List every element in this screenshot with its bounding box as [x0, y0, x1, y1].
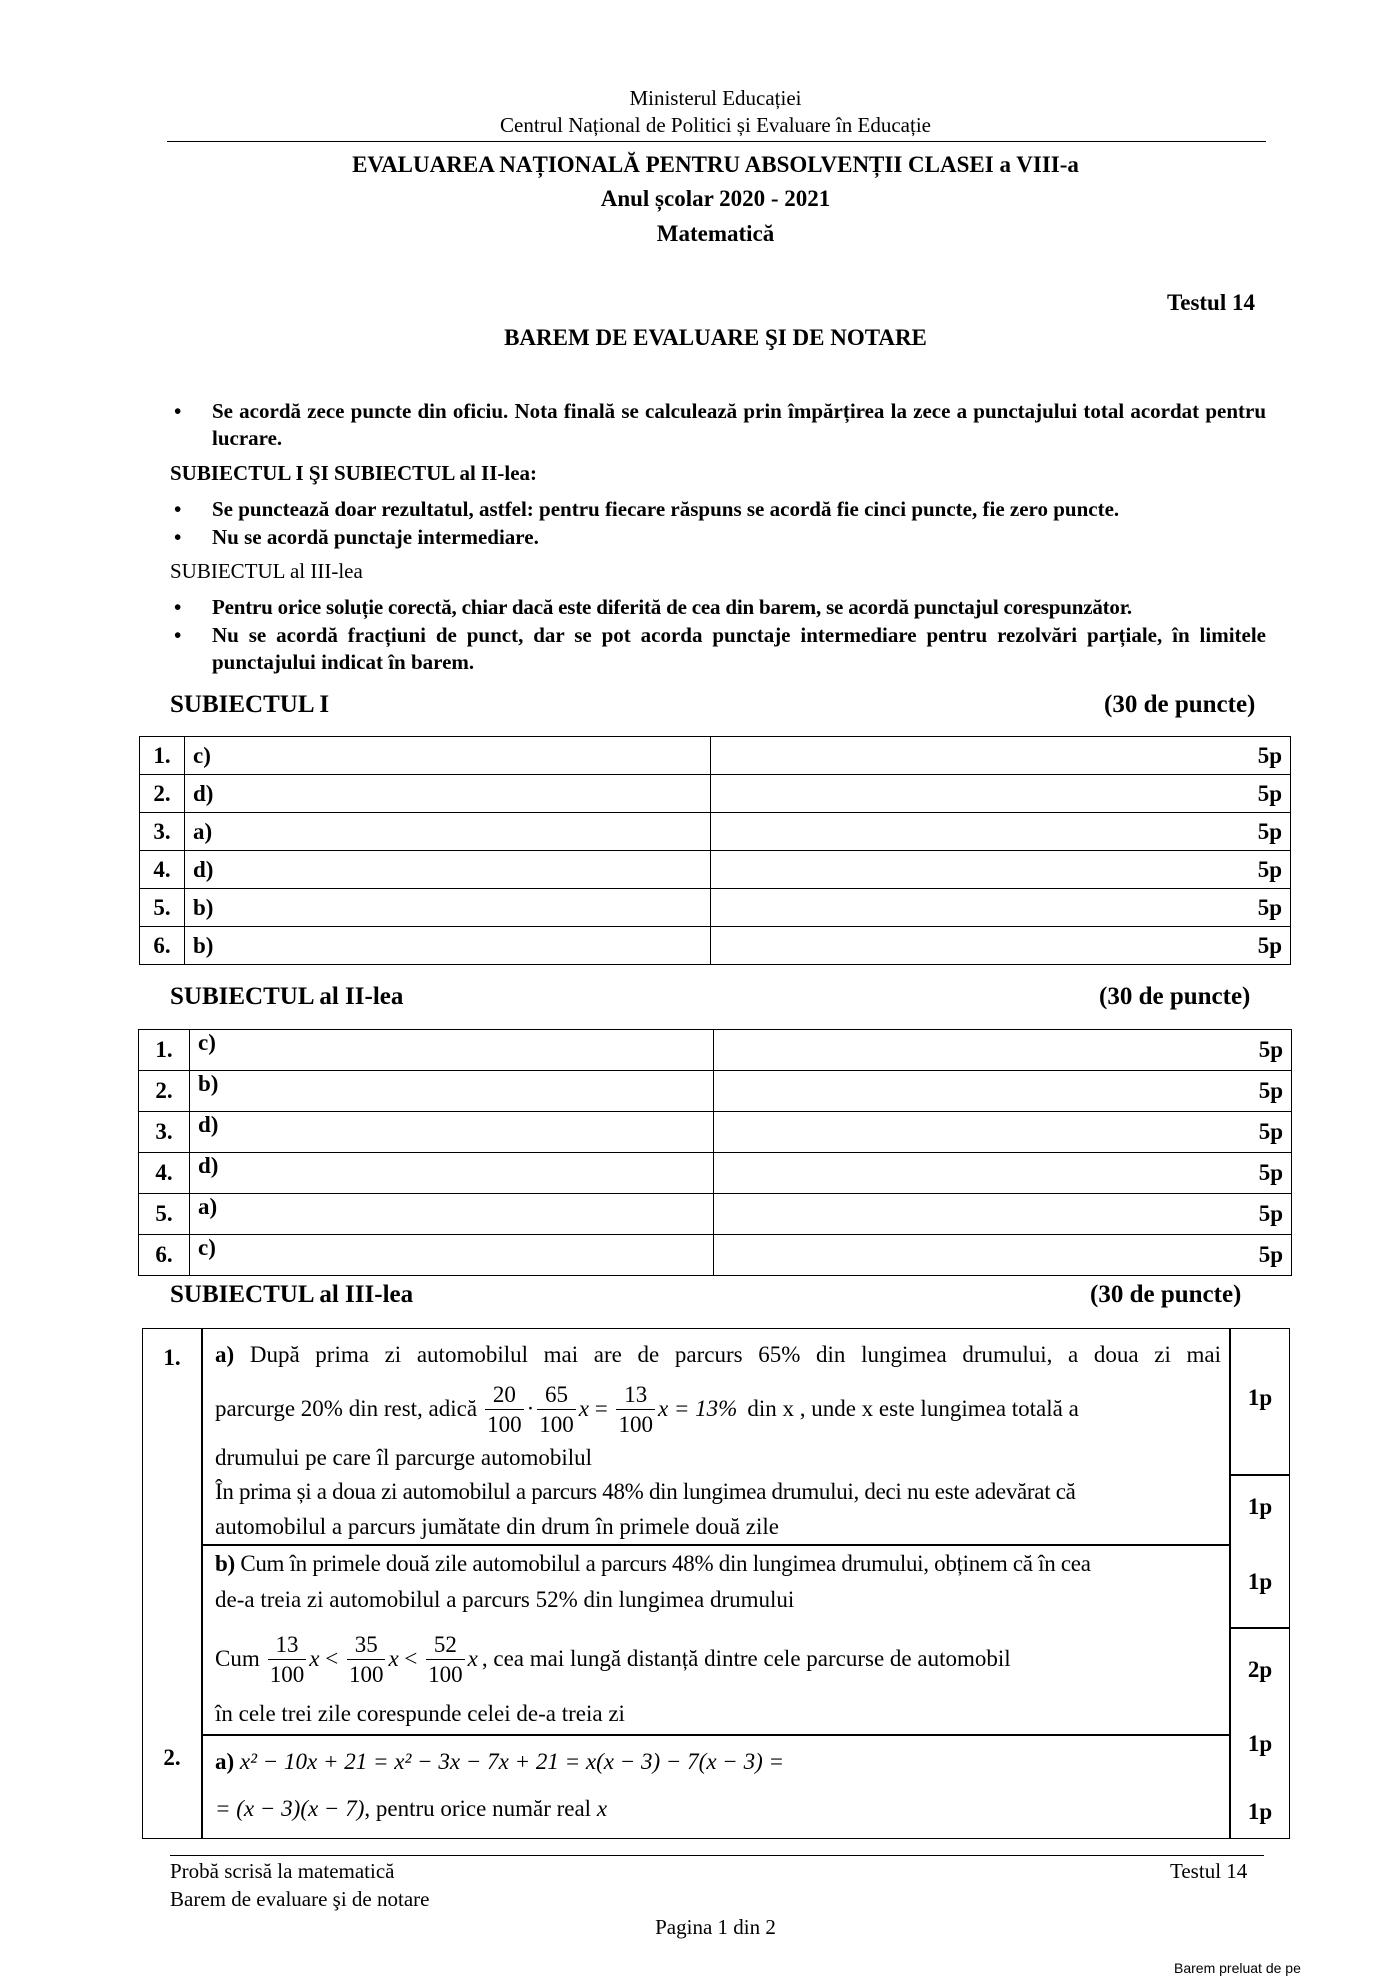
- exam-title: EVALUAREA NAȚIONALĂ PENTRU ABSOLVENȚII CLASEI a VIII-a: [352, 152, 1079, 177]
- table-row: 4. d) 5p: [140, 851, 1291, 889]
- p1a-line4: În prima și a doua zi automobilul a parcurs 48% din lungimea drumului, deci nu este adevărat că: [215, 1479, 1076, 1504]
- row-divider: [1229, 1627, 1289, 1629]
- table-row: 6. c) 5p: [139, 1235, 1292, 1276]
- barem-title: BAREM DE EVALUARE ŞI DE NOTARE: [504, 325, 927, 350]
- table-row: 2. d) 5p: [140, 775, 1291, 813]
- p2a-line2: = (x − 3)(x − 7), pentru orice număr real x: [215, 1796, 608, 1821]
- score-1a-part2: 1p: [1247, 1494, 1273, 1519]
- fraction: $\frac{20}{100}$: [487, 1381, 522, 1437]
- p1b-line1: b) Cum în primele două zile automobilul a parcurs 48% din lungimea drumului, obținem că în cea: [215, 1551, 1091, 1576]
- table-row: 2. b) 5p: [139, 1071, 1292, 1112]
- p1a-line2: parcurge 20% din rest, adică $\frac{20}{100}$ · $\frac{65}{100}$ x = $\frac{13}{100}$ x = 13% din x , unde x este lungimea totală a: [215, 1381, 1079, 1437]
- bullet-icon: •: [174, 497, 182, 521]
- p1b-line4: în cele trei zile corespunde celei de-a treia zi: [215, 1701, 625, 1726]
- table-row: 5. a) 5p: [139, 1194, 1292, 1235]
- school-year: Anul școlar 2020 - 2021: [600, 186, 831, 211]
- row-divider: [1229, 1474, 1289, 1476]
- bullet-icon: •: [174, 399, 182, 423]
- p1a-line1: a) După prima zi automobilul mai are de parcurs 65% din lungimea drumului, a doua zi mai: [215, 1342, 1222, 1367]
- fraction: $\frac{65}{100}$: [539, 1381, 574, 1437]
- problem-1-number: 1.: [163, 1345, 181, 1370]
- subiect2-points: (30 de puncte): [1099, 983, 1251, 1010]
- bullet-icon: •: [174, 623, 182, 647]
- row-divider: [201, 1734, 1230, 1736]
- footer-rule: [170, 1855, 1264, 1856]
- footer-right-1: Testul 14: [1170, 1859, 1248, 1883]
- fraction: $\frac{52}{100}$: [428, 1631, 463, 1687]
- subiect1-table: [139, 736, 1291, 965]
- fraction: $\frac{35}{100}$: [348, 1631, 384, 1687]
- instruction-general: • Se acordă zece puncte din oficiu. Nota finală se calculează prin împărțirea la zece a punctajului total acordat pentru lucrare.: [174, 399, 1266, 450]
- section3-label: SUBIECTUL al III-lea: [170, 559, 363, 583]
- column-divider: [201, 1329, 203, 1838]
- problem-2-number: 2.: [163, 1745, 181, 1770]
- table-row: 6. b) 5p: [140, 927, 1291, 965]
- subject-title: Matematică: [656, 221, 775, 246]
- ministry-header: Ministerul Educației: [629, 86, 802, 110]
- subiect2-table: [138, 1029, 1292, 1276]
- score-1a-part1: 1p: [1247, 1385, 1273, 1410]
- header-rule: [167, 141, 1266, 142]
- source-note: Barem preluat de pe: [1174, 1960, 1301, 1976]
- subiect3-title: SUBIECTUL al III-lea: [170, 1281, 414, 1308]
- test-number: Testul 14: [1167, 290, 1255, 315]
- subiect3-points: (30 de puncte): [1090, 1281, 1242, 1308]
- instruction-s3-b2: • Nu se acordă fracțiuni de punct, dar se pot acorda punctaje intermediare pentru rezolvări parțiale, în limitele punctajului indicat în barem.: [174, 623, 1266, 674]
- subiect1-title: SUBIECTUL I: [170, 691, 330, 718]
- subiect1-points: (30 de puncte): [1104, 691, 1256, 718]
- subiect2-title: SUBIECTUL al II-lea: [170, 983, 404, 1010]
- p1b-line2: de-a treia zi automobilul a parcurs 52% din lungimea drumului: [215, 1587, 795, 1612]
- p1a-line5: automobilul a parcurs jumătate din drum în primele două zile: [215, 1514, 779, 1539]
- table-row: 1. c) 5p: [140, 737, 1291, 775]
- score-2a-part1: 1p: [1247, 1731, 1273, 1756]
- section12-label: SUBIECTUL I ŞI SUBIECTUL al II-lea:: [170, 461, 538, 485]
- fraction: $\frac{13}{100}$: [618, 1381, 653, 1437]
- score-1b-part1: 1p: [1247, 1569, 1273, 1594]
- table-row: 5. b) 5p: [140, 889, 1291, 927]
- fraction: $\frac{13}{100}$: [269, 1631, 305, 1687]
- table-row: 1. c) 5p: [139, 1030, 1292, 1071]
- score-2a-part2: 1p: [1247, 1799, 1273, 1824]
- score-1b-part2: 2p: [1247, 1657, 1273, 1682]
- bullet-icon: •: [174, 595, 182, 619]
- footer-left-1: Probă scrisă la matematică: [170, 1859, 395, 1883]
- center-header: Centrul Național de Politici și Evaluare în Educație: [500, 113, 931, 137]
- p1a-line3: drumului pe care îl parcurge automobilul: [215, 1445, 593, 1470]
- table-row: 3. d) 5p: [139, 1112, 1292, 1153]
- p2a-line1: a) x² − 10x + 21 = x² − 3x − 7x + 21 = x(x − 3) − 7(x − 3) =: [215, 1749, 784, 1774]
- p1b-line3: Cum $\frac{13}{100}$ x < $\frac{35}{100}$ x < $\frac{52}{100}$ x , cea mai lungă distanță dintre cele parcurse de automobil: [215, 1631, 1011, 1687]
- footer-left-2: Barem de evaluare şi de notare: [170, 1887, 430, 1911]
- table-row: 4. d) 5p: [139, 1153, 1292, 1194]
- page-number: Pagina 1 din 2: [655, 1915, 776, 1939]
- subiect3-table: [142, 1328, 1290, 1839]
- table-row: 3. a) 5p: [140, 813, 1291, 851]
- bullet-icon: •: [174, 525, 182, 549]
